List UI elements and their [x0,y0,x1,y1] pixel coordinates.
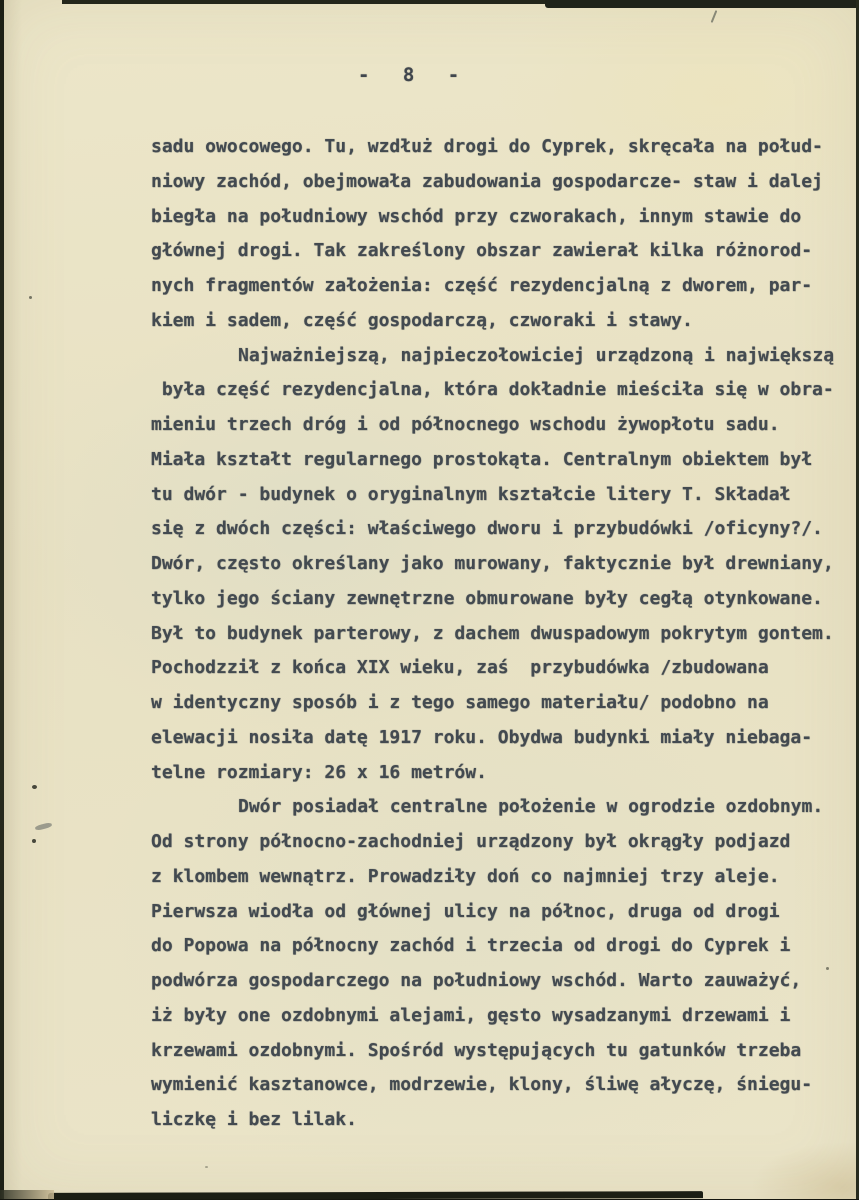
document-text [151,130,851,1138]
text-line: telne rozmiary: 26 x 16 metrów. [151,761,487,783]
text-line: do Popowa na północny zachód i trzecia od drogi do Cyprek i [151,935,791,957]
text-line: kiem i sadem, część gospodarczą, czworaki i stawy. [151,309,693,331]
paper-speck [205,1166,208,1168]
text-line: Dwór, często określany jako murowany, faktycznie był drewniany, [151,553,834,574]
text-line: tu dwór - budynek o oryginalnym kształcie litery T. Składał [151,483,791,505]
text-line: niowy zachód, obejmowała zabudowania gospodarcze- staw i dalej [151,170,823,192]
paper-speck [32,785,37,789]
scan-edge-top-right [545,0,859,8]
text-line: była część rezydencjalna, która dokładnie mieściła się w obra- [151,379,834,401]
scan-edge-bottom-corner [0,1190,54,1199]
paper-speck [826,967,829,970]
paper-speck [29,296,32,299]
text-line: wymienić kasztanowce, modrzewie, klony, śliwę ałyczę, śniegu- [151,1074,813,1096]
text-line: nych fragmentów założenia: część rezydencjalną z dworem, par- [151,275,813,296]
text-line: krzewami ozdobnymi. Spośród występujących tu gatunków trzeba [151,1039,802,1061]
text-line: się z dwóch części: właściwego dworu i przybudówki /oficyny?/. [151,518,823,540]
scan-edge-left [0,0,4,1199]
text-line: Dwór posiadał centralne położenie w ogrodzie ozdobnym. [238,796,824,818]
text-line: Miała kształt regularnego prostokąta. Centralnym obiektem był [151,448,813,470]
text-line: biegła na południowy wschód przy czworakach, innym stawie do [151,205,802,227]
text-line: Pierwsza wiodła od głównej ulicy na północ, druga od drogi [151,900,780,922]
page-number: - 8 - [358,64,471,86]
text-line: elewacji nosiła datę 1917 roku. Obydwa budynki miały niebaga- [151,726,813,748]
text-line: sadu owocowego. Tu, wzdłuż drogi do Cyprek, skręcała na połud- [151,136,823,157]
text-line: głównej drogi. Tak zakreślony obszar zawierał kilka różnorod- [151,240,813,262]
text-line: iż były one ozdobnymi alejami, gęsto wysadzanymi drzewami i [151,1004,791,1026]
text-line: Pochodzził z końca XIX wieku, zaś przybudówka /zbudowana [151,657,769,679]
text-line: w identyczny sposób i z tego samego materiału/ podobno na [151,692,769,713]
text-line: Był to budynek parterowy, z dachem dwuspadowym pokrytym gontem. [151,622,834,644]
text-line: mieniu trzech dróg i od północnego wschodu żywopłotu sadu. [151,414,780,435]
text-line: z klombem wewnątrz. Prowadziły doń co najmniej trzy aleje. [151,865,780,887]
text-line: Od strony północno-zachodniej urządzony był okrągły podjazd [151,831,791,852]
text-line: tylko jego ściany zewnętrzne obmurowane były cegłą otynkowane. [151,587,823,609]
text-line: liczkę i bez lilak. [151,1109,357,1130]
text-line: Najważniejszą, najpieczołowiciej urządzoną i największą [238,344,835,366]
paper-speck [32,839,36,843]
text-line: podwórza gospodarczego na południowy wschód. Warto zauważyć, [151,970,802,991]
